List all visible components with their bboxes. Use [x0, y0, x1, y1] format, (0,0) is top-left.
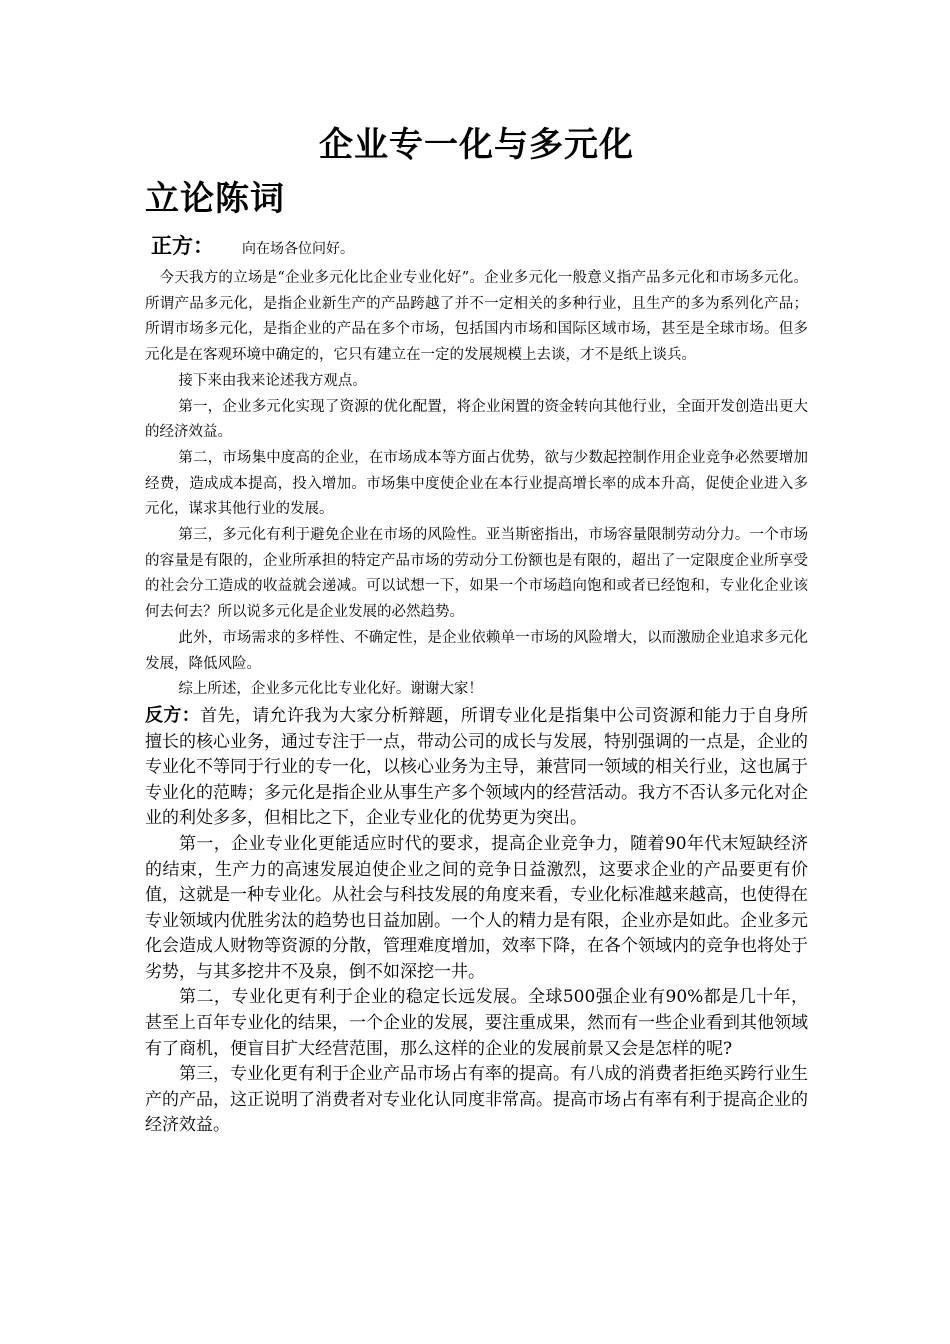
con-paragraph: 第三，专业化更有利于企业产品市场占有率的提高。有八成的消费者拒绝买跨行业生产的产品，这正说明了消费者对专业化认同度非常高。提高市场占有率有利于提高企业的经济效益。 — [145, 1064, 808, 1136]
con-paragraph: 第一，企业专业化更能适应时代的要求，提高企业竞争力，随着90年代末短缺经济的结束，生产力的高速发展迫使企业之间的竞争日益激烈，这要求企业的产品要更有价值，这就是一种专业化。从社会与科技发展的角度来看，专业化标准越来越高，也使得在专业领域内优胜劣汰的趋势也日益加剧。一个人的精力是有限，企业亦是如此。企业多元化会造成人财物等资源的分散，管理难度增加，效率下降，在各个领域内的竞争也将处于劣势，与其多挖井不及泉，倒不如深挖一井。 — [145, 833, 808, 982]
pro-paragraph: 接下来由我来论述我方观点。 — [178, 372, 367, 389]
document-page — [145, 120, 808, 1139]
section-heading: 立论陈词 — [145, 179, 285, 219]
pro-speaker-line — [151, 230, 808, 260]
con-intro-paragraph — [145, 703, 808, 832]
con-side-label: 反方： — [145, 704, 201, 726]
pro-greeting: 向在场各位问好。 — [242, 241, 354, 257]
pro-side-label: 正方： — [151, 234, 214, 258]
con-intro-text: 首先，请允许我为大家分析辩题，所谓专业化是指集中公司资源和能力于自身所擅长的核心业务，通过专注于一点，带动公司的成长与发展，特别强调的一点是，企业的专业化不等同于行业的专一化，以核心业务为主导，兼营同一领域的相关行业，这也属于专业化的范畴；多元化是指企业从事生产多个领域内的经营活动。我方不否认多元化对企业的利处多多，但相比之下，企业专业化的优势更为突出。 — [145, 705, 809, 829]
con-side-body — [145, 703, 808, 1139]
pro-paragraph: 综上所述，企业多元化比专业化好。谢谢大家！ — [178, 681, 483, 698]
pro-paragraph: 今天我方的立场是“企业多元化比企业专业化好”。企业多元化一般意义指产品多元化和市场多元化。所谓产品多元化，是指企业新生产的产品跨越了并不一定相关的多种行业，且生产的多为系列化产品；所谓市场多元化，是指企业的产品在多个市场，包括国内市场和国际区域市场，甚至是全球市场。但多元化是在客观环境中确定的，它只有建立在一定的发展规模上去谈，才不是纸上谈兵。 — [145, 270, 808, 364]
pro-paragraph: 第二，市场集中度高的企业，在市场成本等方面占优势，欲与少数起控制作用企业竞争必然要增加经费，造成成本提高，投入增加。市场集中度使企业在本行业提高增长率的成本升高，促使企业进入多元化，谋求其他行业的发展。 — [145, 449, 808, 518]
document-title: 企业专一化与多元化 — [319, 125, 634, 165]
con-paragraph: 第二，专业化更有利于企业的稳定长远发展。全球500强企业有90%都是几十年，甚至上百年专业化的结果，一个企业的发展，要注重成果，然而有一些企业看到其他领域有了商机，便盲目扩大经营范围，那么这样的企业的发展前景又会是怎样的呢? — [145, 987, 808, 1059]
pro-side-body — [145, 266, 808, 703]
pro-paragraph: 此外，市场需求的多样性、不确定性，是企业依赖单一市场的风险增大，以而激励企业追求多元化发展，降低风险。 — [145, 629, 808, 672]
pro-paragraph: 第三，多元化有利于避免企业在市场的风险性。亚当斯密指出，市场容量限制劳动分力。一个市场的容量是有限的，企业所承担的特定产品市场的劳动分工份额也是有限的，超出了一定限度企业所享受的社会分工造成的收益就会递减。可以试想一下，如果一个市场趋向饱和或者已经饱和，专业化企业该何去何去？所以说多元化是企业发展的必然趋势。 — [145, 527, 808, 621]
pro-paragraph: 第一，企业多元化实现了资源的优化配置，将企业闲置的资金转向其他行业，全面开发创造出更大的经济效益。 — [145, 398, 808, 441]
